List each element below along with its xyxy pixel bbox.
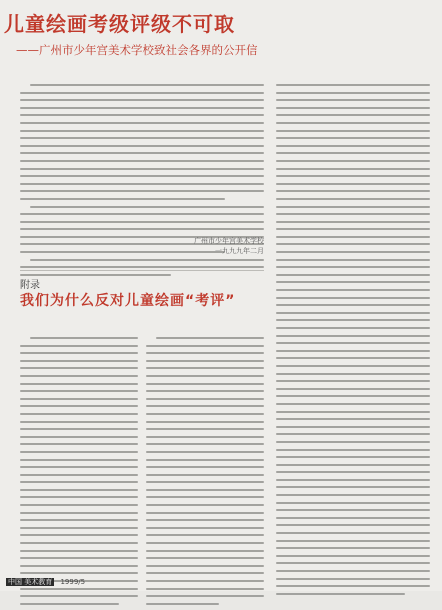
footer-brand: 中国 美术教育 (8, 578, 53, 586)
signature-date: 一九九九年二月 (215, 247, 264, 255)
section-divider (20, 270, 264, 271)
document-subtitle: ——广州市少年宫美术学校致社会各界的公开信 (16, 43, 258, 57)
appendix-column-1 (20, 337, 138, 610)
appendix-label: 附录 (20, 280, 40, 291)
right-column-body (276, 84, 430, 600)
footer-issue: 1999/5 (60, 578, 86, 586)
appendix-column-2 (146, 337, 264, 610)
appendix-title: 我们为什么反对儿童绘画“考评” (20, 293, 236, 309)
document-title: 儿童绘画考级评级不可取 (4, 12, 235, 36)
signature-org: 广州市少年宫美术学校 (194, 237, 264, 245)
page-footer (6, 577, 85, 587)
